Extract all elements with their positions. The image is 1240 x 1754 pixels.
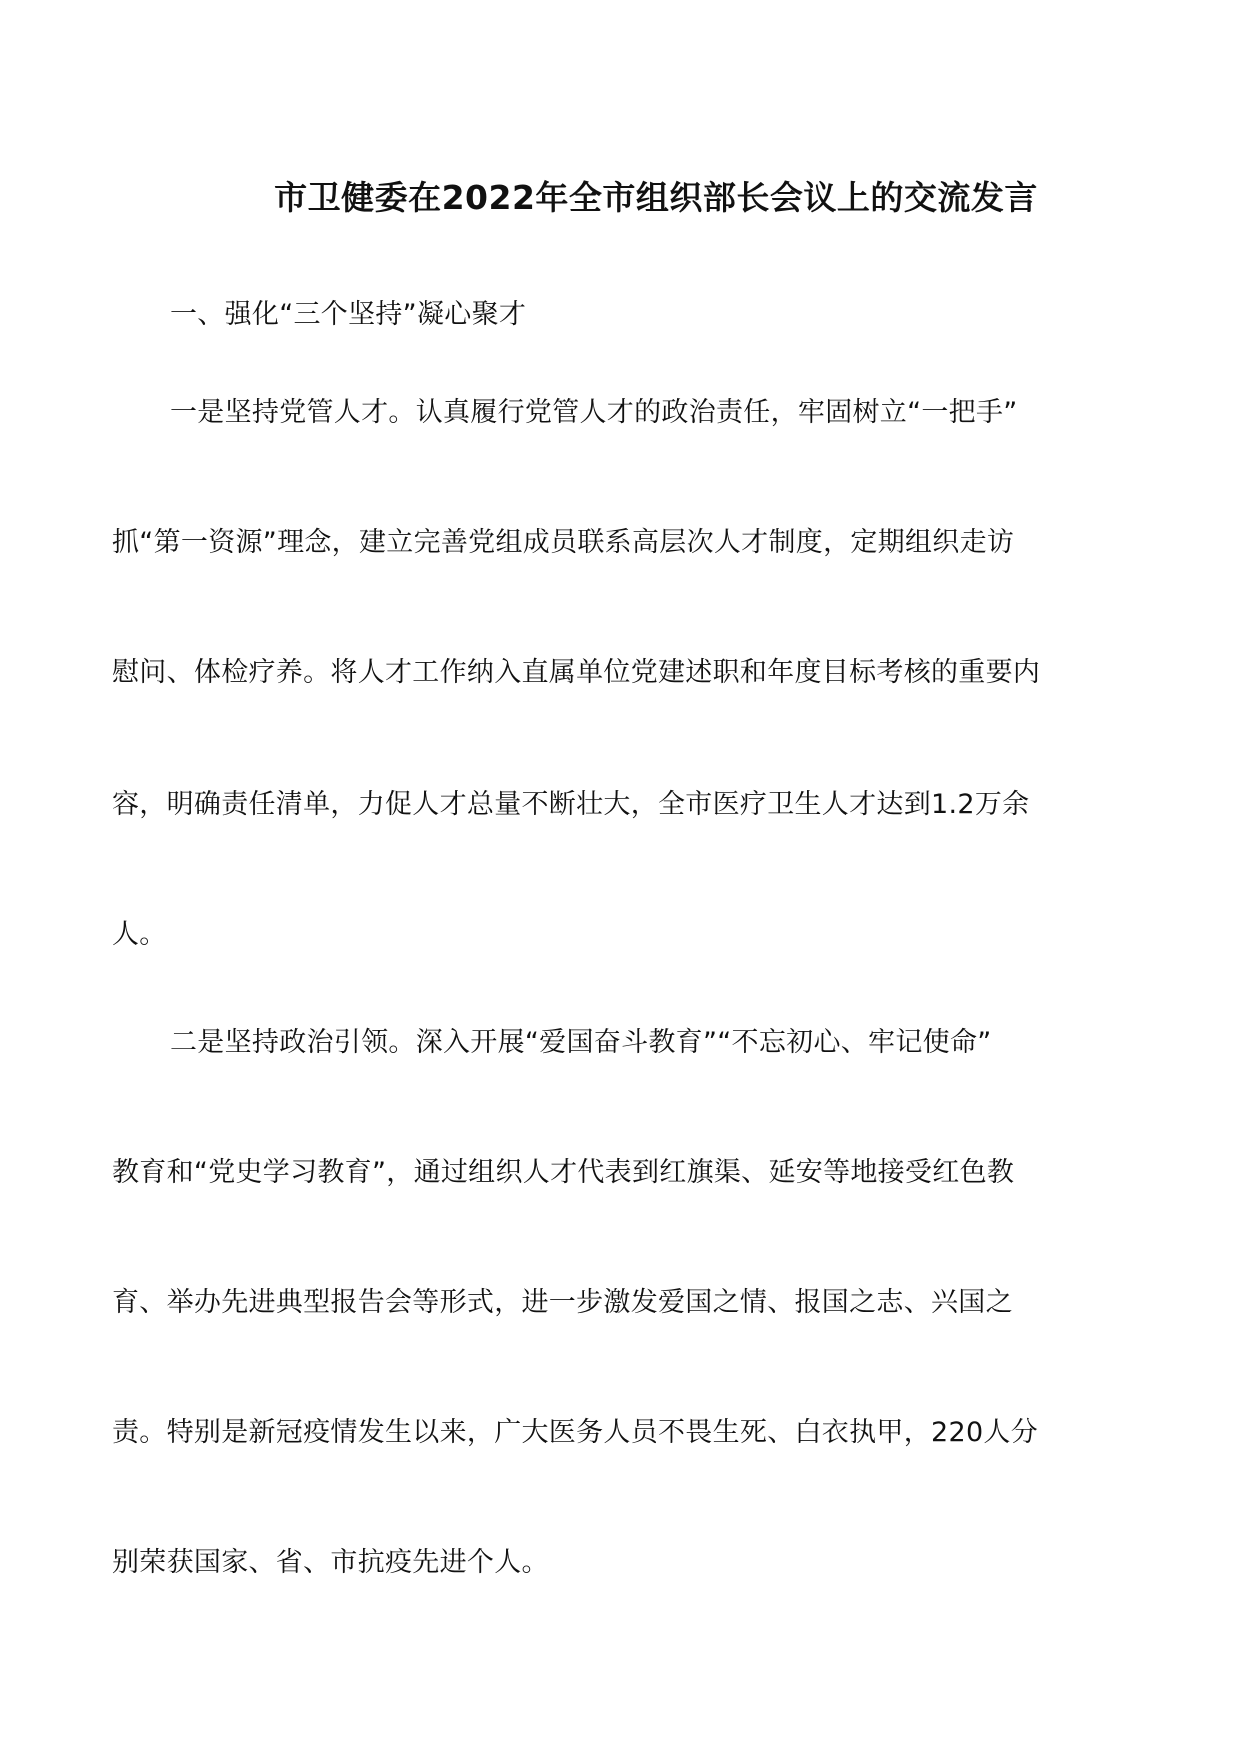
paragraph-1-line-1: 一是坚持党管人才。认真履行党管人才的政治责任，牢固树立“一把手”	[170, 397, 1018, 428]
paragraph-2-line-1: 二是坚持政治引领。深入开展“爱国奋斗教育”“不忘初心、牢记使命”	[170, 1027, 992, 1058]
paragraph-1-line-2: 抓“第一资源”理念，建立完善党组成员联系高层次人才制度，定期组织走访	[112, 527, 1015, 558]
paragraph-2-line-5: 别荣获国家、省、市抗疫先进个人。	[112, 1547, 549, 1578]
paragraph-2-line-4: 责。特别是新冠疫情发生以来，广大医务人员不畏生死、白衣执甲，220人分	[112, 1417, 1039, 1448]
section-heading: 一、强化“三个坚持”凝心聚才	[170, 299, 527, 330]
paragraph-1-line-4: 容，明确责任清单，力促人才总量不断壮大，全市医疗卫生人才达到1.2万余	[112, 789, 1030, 820]
paragraph-1-line-5: 人。	[112, 919, 167, 950]
document-title: 市卫健委在2022年全市组织部长会议上的交流发言	[274, 178, 1038, 217]
paragraph-2-line-2: 教育和“党史学习教育”，通过组织人才代表到红旗渠、延安等地接受红色教	[112, 1157, 1015, 1188]
paragraph-2-line-3: 育、举办先进典型报告会等形式，进一步激发爱国之情、报国之志、兴国之	[112, 1287, 1013, 1318]
paragraph-1-line-3: 慰问、体检疗养。将人才工作纳入直属单位党建述职和年度目标考核的重要内	[112, 657, 1041, 688]
